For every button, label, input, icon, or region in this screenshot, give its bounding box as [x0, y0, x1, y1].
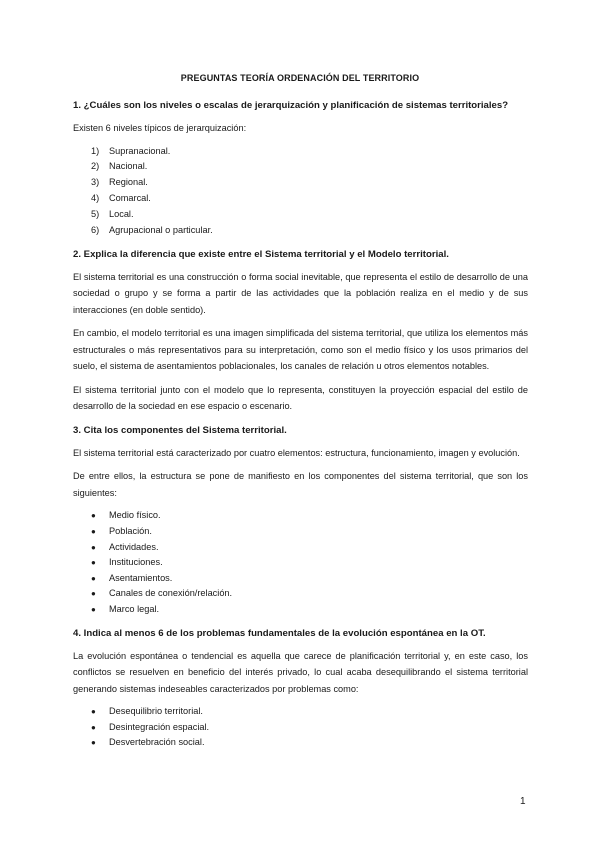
list-item-number: 3) [91, 177, 100, 188]
list-item [91, 207, 528, 223]
list-item-text: Regional. [109, 177, 148, 188]
question-1-heading: 1. ¿Cuáles son los niveles o escalas de jerarquización y planificación de sistemas territoriales? [73, 100, 509, 111]
question-3-paragraph-2: De entre ellos, la estructura se pone de manifiesto en los componentes del sistema territorial, que son los siguientes: [73, 471, 528, 498]
list-item [91, 720, 528, 736]
list-item-number: 5) [91, 209, 100, 220]
question-2-paragraph-1: El sistema territorial es una construcción o forma social inevitable, que representa el estilo de desarrollo de una sociedad o grupo y se forma a partir de las actividades que la población realiza en el medio y de sus interacciones (en doble sentido). [73, 271, 528, 315]
list-item [91, 704, 528, 720]
question-2-paragraph-3: El sistema territorial junto con el modelo que lo representa, constituyen la proyección espacial del estilo de desarrollo de la sociedad en ese espacio o escenario. [73, 384, 528, 412]
list-item-text: Canales de conexión/relación. [109, 588, 233, 599]
list-item [91, 540, 528, 556]
bullet-icon: ● [91, 605, 96, 614]
list-item-number: 6) [91, 225, 100, 236]
bullet-icon: ● [91, 707, 96, 717]
question-2-paragraph-2: En cambio, el modelo territorial es una imagen simplificada del sistema territorial, que utiliza los elementos más estructurales o más representativos para su interpretación, como son el medio físico y los usos primarios del suelo, el sistema de asentamientos poblacionales, los canales de relación u otros elementos notables. [73, 328, 528, 372]
list-item-number: 4) [91, 193, 100, 204]
bullet-icon: ● [91, 558, 96, 568]
list-item [91, 555, 528, 571]
document-title: PREGUNTAS TEORÍA ORDENACIÓN DEL TERRITORIO [180, 73, 420, 83]
list-item [91, 175, 528, 191]
list-item [91, 524, 528, 540]
list-item-text: Agrupacional o particular. [109, 225, 213, 236]
question-4-paragraph-1: La evolución espontánea o tendencial es aquella que carece de planificación territorial y, en este caso, los conflictos se resuelven en beneficio del interés privado, lo cual acaba desequilibrando el sistema territorial generando sistemas indeseables caracterizados por problemas como: [73, 650, 528, 694]
list-item-text: Medio físico. [109, 510, 161, 521]
bullet-icon: ● [91, 573, 96, 583]
question-3-heading: 3. Cita los componentes del Sistema territorial. [73, 424, 287, 436]
bullet-icon: ● [91, 589, 96, 599]
list-item [91, 191, 528, 207]
bullet-icon: ● [91, 527, 96, 537]
list-item-text: Instituciones. [109, 557, 163, 568]
question-1-intro: Existen 6 niveles típicos de jerarquización: [73, 123, 247, 133]
list-item [91, 159, 528, 175]
list-item [91, 602, 528, 618]
list-item-number: 1) [91, 145, 100, 156]
list-item [91, 223, 528, 239]
bullet-icon: ● [91, 542, 96, 552]
question-3-list [73, 508, 528, 617]
list-item [91, 735, 528, 751]
document-body [73, 100, 528, 761]
bullet-icon: ● [91, 511, 96, 521]
list-item-text: Desvertebración social. [109, 737, 205, 748]
list-item-text: Actividades. [109, 541, 159, 552]
page-number: 1 [520, 796, 526, 807]
question-4-heading: 4. Indica al menos 6 de los problemas fundamentales de la evolución espontánea en la OT. [73, 627, 486, 639]
list-item-text: Población. [109, 526, 152, 537]
list-item-text: Nacional. [109, 161, 148, 172]
question-3-paragraph-1: El sistema territorial está caracterizado por cuatro elementos: estructura, funcionamiento, imagen y evolución. [73, 447, 520, 458]
list-item-text: Marco legal. [109, 604, 160, 614]
list-item-text: Desintegración espacial. [109, 721, 210, 732]
list-item-text: Comarcal. [109, 193, 151, 204]
question-1-list [73, 144, 528, 239]
list-item-number: 2) [91, 161, 100, 172]
list-item [91, 144, 528, 160]
question-4-list [73, 704, 528, 751]
list-item [91, 571, 528, 587]
bullet-icon: ● [91, 738, 96, 748]
list-item [91, 586, 528, 602]
list-item [91, 508, 528, 524]
list-item-text: Asentamientos. [109, 572, 173, 583]
list-item-text: Local. [109, 209, 134, 220]
bullet-icon: ● [91, 722, 96, 732]
list-item-text: Desequilibrio territorial. [109, 706, 203, 717]
list-item-text: Supranacional. [109, 145, 171, 156]
question-2-heading: 2. Explica la diferencia que existe entre el Sistema territorial y el Modelo territorial. [73, 248, 449, 260]
